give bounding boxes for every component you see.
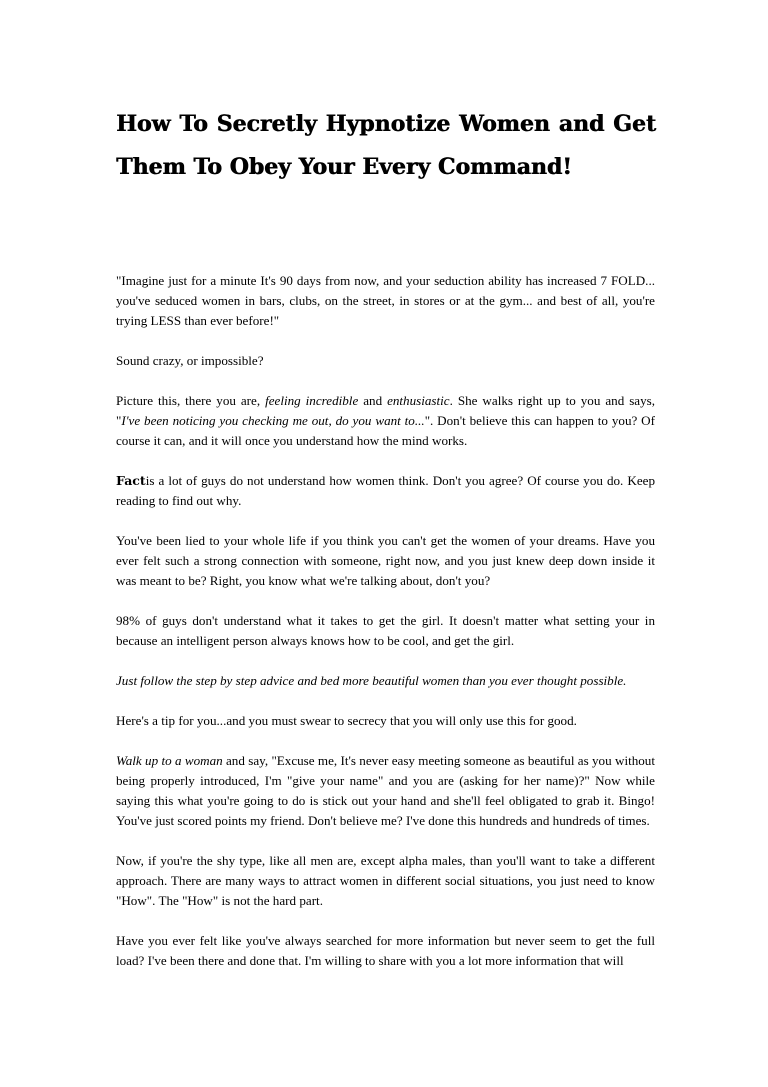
italic-walk-up: Walk up to a woman [116,752,223,768]
italic-quote: I've been noticing you checking me out, do you want to... [121,413,425,429]
bold-fact: Fact [116,473,146,489]
text-span: . She walks right up to you and says, " [116,392,656,429]
text-span: Picture this, there you are, [116,392,266,408]
text-span: and [358,392,388,408]
paragraph-picture-this [116,391,655,451]
text-span: ". Don't believe this can happen to you? Of course it can, and it will once you understand how the mind works. [116,413,655,449]
document-body [116,271,655,971]
paragraph-98-percent: 98% of guys don't understand what it takes to get the girl. It doesn't matter what setting your in because an intelligent person always knows how to be cool, and get the girl. [116,613,655,649]
paragraph-lied-to: You've been lied to your whole life if you think you can't get the women of your dreams. Have you ever felt such a strong connection with someone, right now, and you just knew deep down inside it was meant to be? Right, you know what we're talking about, don't you? [116,533,655,589]
paragraph-walk-up [116,751,655,831]
paragraph-shy-type: Now, if you're the shy type, like all men are, except alpha males, than you'll want to take a different approach. There are many ways to attract women in different social situations, you just need to know "How". The "How" is not the hard part. [116,853,655,909]
text-span: is a lot of guys do not understand how women think. Don't you agree? Of course you do. Keep reading to find out why. [116,473,655,509]
paragraph-fact [116,471,655,511]
text-span: and say, "Excuse me, It's never easy meeting someone as beautiful as you without being properly introduced, I'm "give your name" and you are (asking for her name)?" Now while saying this what you're going to do is stick out your hand and she'll feel obligated to grab it. Bingo! You've just scored points my friend. Don't believe me? I've done this hundreds and hundreds of times. [116,752,655,829]
paragraph-step-by-step [116,671,655,691]
paragraph-sound-crazy: Sound crazy, or impossible? [116,353,264,369]
document-title: How To Secretly Hypnotize Women and Get Them To Obey Your Every Command! [116,111,656,180]
paragraph-tip: Here's a tip for you...and you must swear to secrecy that you will only use this for good. [116,712,577,728]
italic-step-by-step: Just follow the step by step advice and bed more beautiful women than you ever thought possible. [116,673,627,689]
italic-enthusiastic: enthusiastic [387,392,450,408]
italic-feeling-incredible: feeling incredible [265,392,359,408]
paragraph-imagine: "Imagine just for a minute It's 90 days from now, and your seduction ability has increased 7 FOLD... you've seduced women in bars, clubs, on the street, in stores or at the gym... and best of all, you're trying LESS than ever before!" [116,273,655,329]
paragraph-searched: Have you ever felt like you've always searched for more information but never seem to get the full load? I've been there and done that. I'm willing to share with you a lot more information that will [116,933,655,969]
